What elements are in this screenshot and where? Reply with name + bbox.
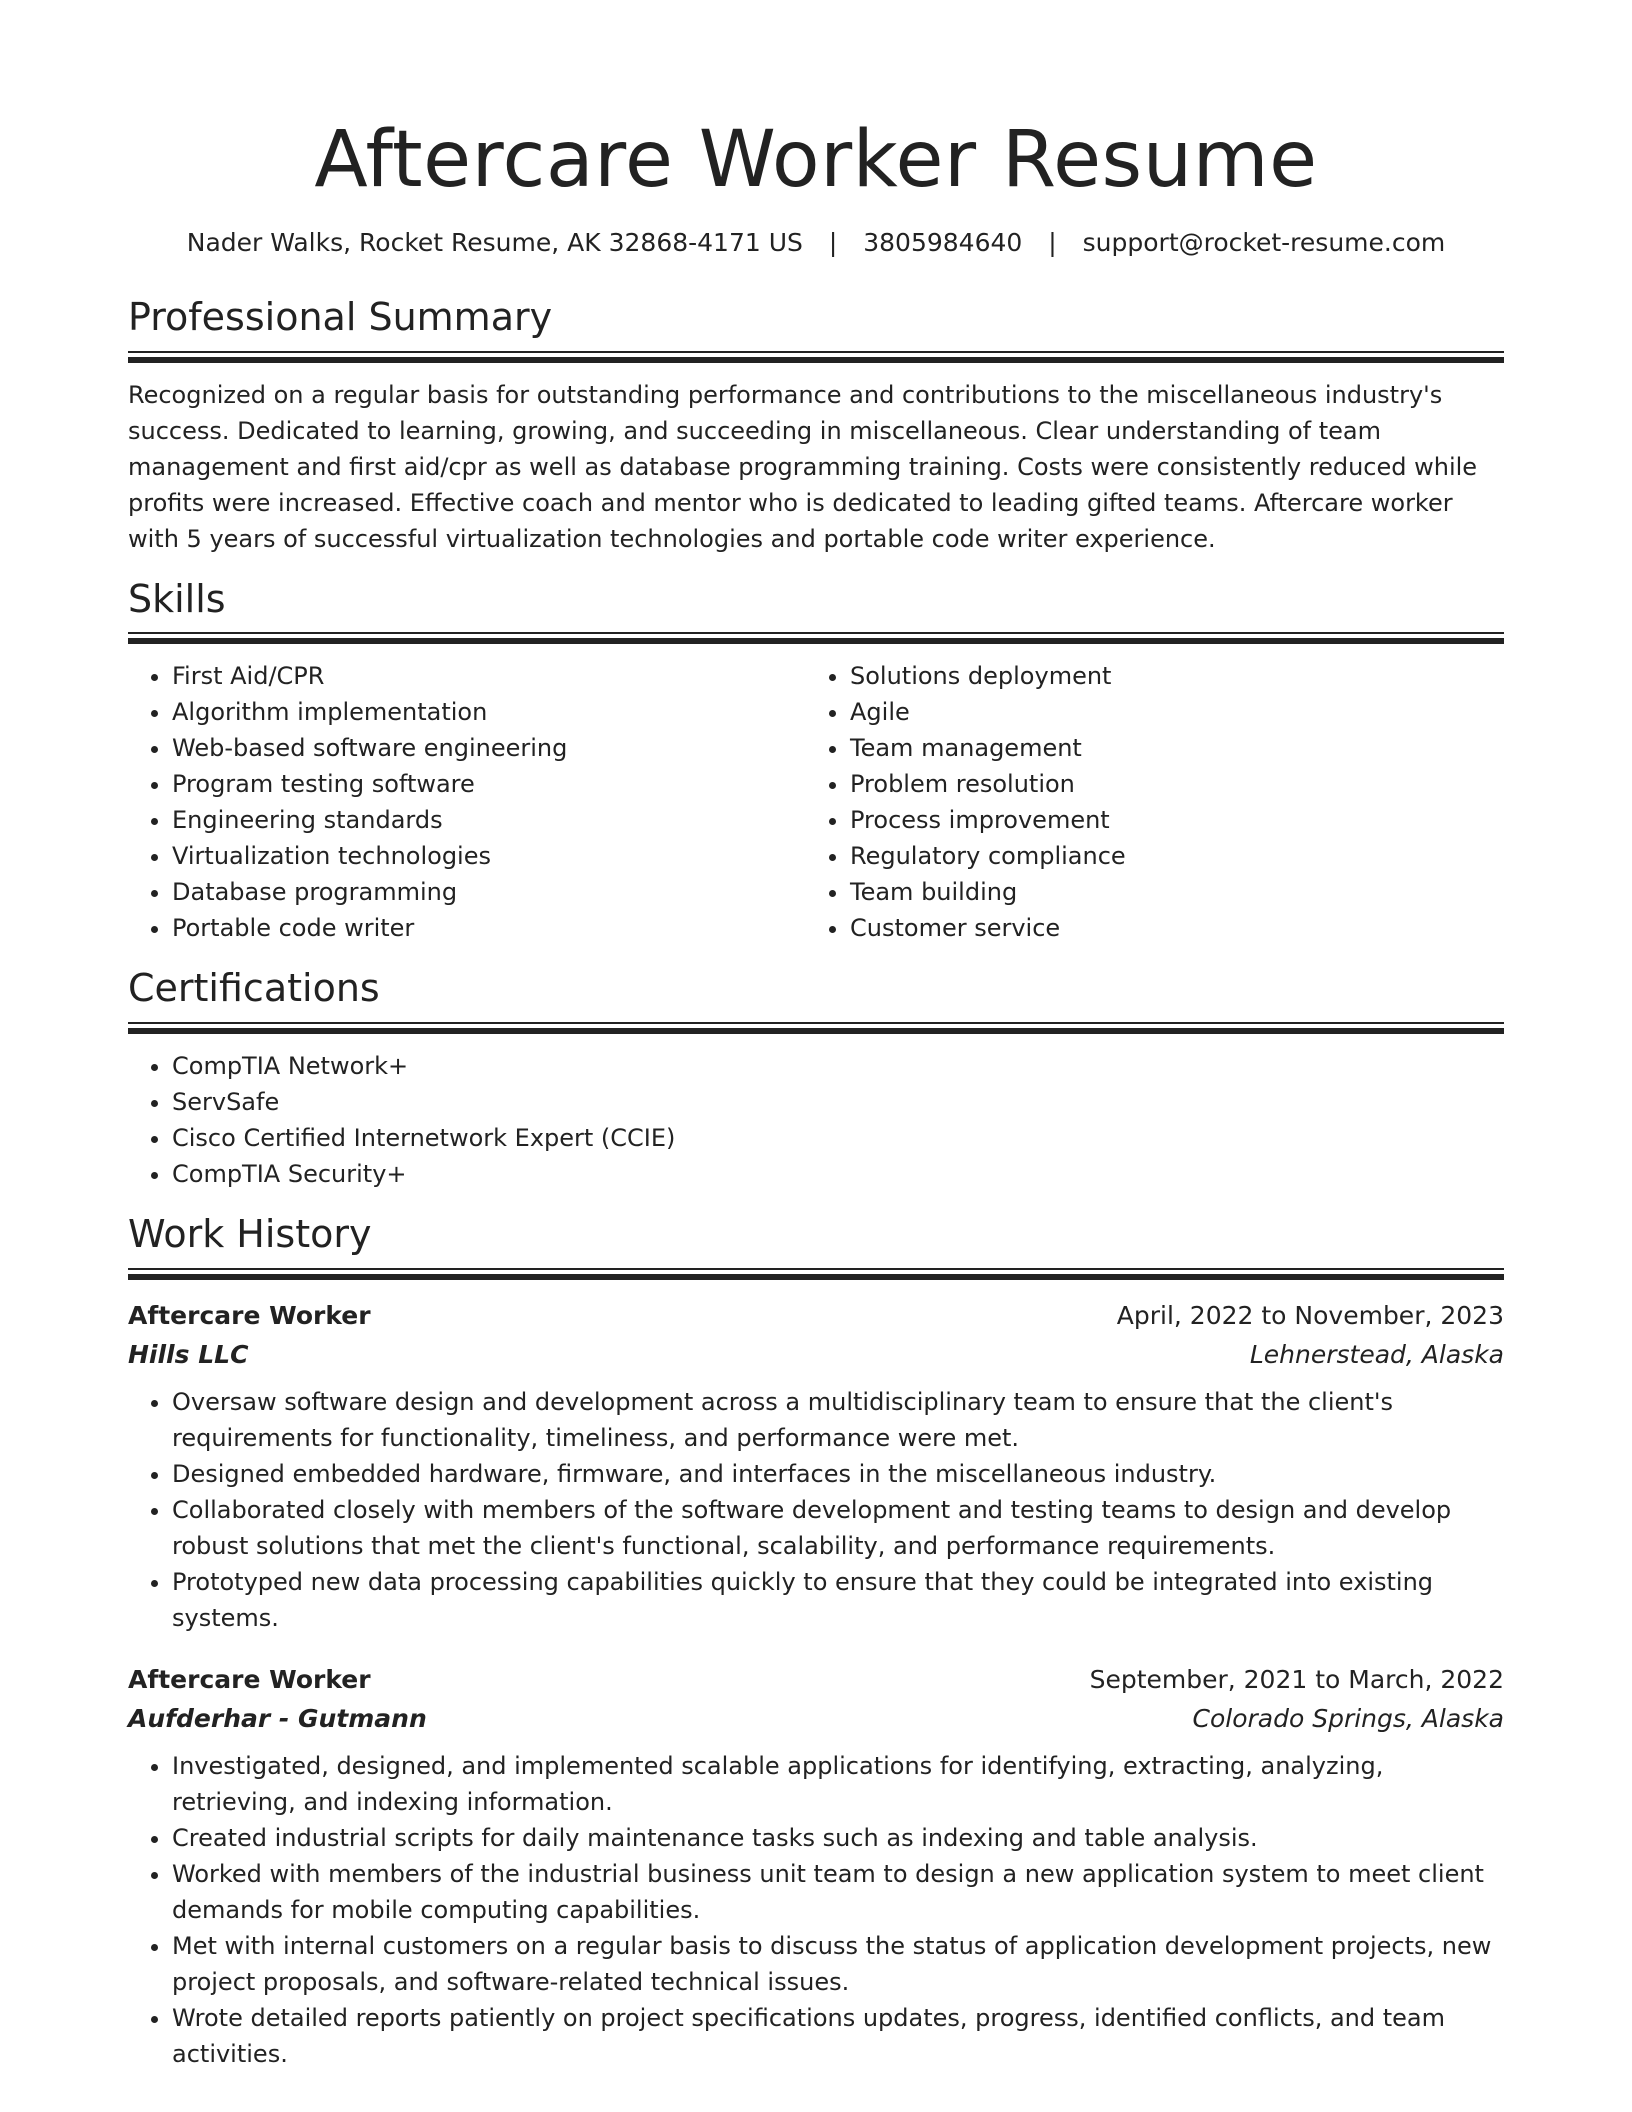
skill-item: • Portable code writer: [172, 910, 806, 946]
certifications-heading: Certifications: [128, 966, 380, 1011]
job-location: Colorado Springs, Alaska: [1192, 1703, 1504, 1733]
job-subheader: [128, 1335, 1504, 1374]
work-history-section: [128, 1214, 1504, 2072]
certifications-section: [128, 968, 1504, 1192]
skills-list-left: [128, 658, 806, 946]
skill-item: • Solutions deployment: [850, 658, 1484, 694]
job-subheader: [128, 1699, 1504, 1738]
skill-item: • Regulatory compliance: [850, 838, 1484, 874]
skills-grid: [128, 658, 1504, 946]
contact-address: Nader Walks, Rocket Resume, AK 32868-4171 US: [186, 227, 803, 257]
contact-email: support@rocket-resume.com: [1082, 227, 1446, 257]
skill-item: • Program testing software: [172, 766, 806, 802]
contact-line: [128, 228, 1504, 258]
contact-separator: |: [1048, 227, 1057, 257]
skill-item: • Database programming: [172, 874, 806, 910]
certification-item: • Cisco Certified Internetwork Expert (CCIE): [172, 1120, 1504, 1156]
skills-section: [128, 576, 1504, 947]
job-header: [128, 1660, 1504, 1699]
skill-item: • Web-based software engineering: [172, 730, 806, 766]
skills-list-right: [806, 658, 1484, 946]
job-bullets: [128, 1748, 1504, 2072]
skill-item: • Engineering standards: [172, 802, 806, 838]
skill-item: • First Aid/CPR: [172, 658, 806, 694]
job-bullet: • Prototyped new data processing capabilities quickly to ensure that they could be integrated into existing systems.: [172, 1564, 1504, 1636]
summary-heading: Professional Summary: [128, 294, 553, 339]
contact-separator: |: [828, 227, 838, 257]
job-bullet: • Wrote detailed reports patiently on project specifications updates, progress, identified conflicts, and team activities.: [172, 2000, 1504, 2072]
job-bullets: [128, 1384, 1504, 1636]
skill-item: • Problem resolution: [850, 766, 1484, 802]
work-history-heading: Work History: [128, 1212, 372, 1257]
job-title: Aftercare Worker: [128, 1300, 371, 1330]
skill-item: • Team management: [850, 730, 1484, 766]
job-bullet: • Oversaw software design and development across a multidisciplinary team to ensure that the client's requirements for functionality, timeliness, and performance were met.: [172, 1384, 1504, 1456]
job-company: Aufderhar - Gutmann: [128, 1703, 427, 1733]
skill-item: • Virtualization technologies: [172, 838, 806, 874]
job-bullet: • Designed embedded hardware, firmware, and interfaces in the miscellaneous industry.: [172, 1456, 1504, 1492]
section-divider: [128, 351, 1504, 363]
job-entry: [128, 1296, 1504, 1636]
job-header: [128, 1296, 1504, 1335]
section-divider: [128, 1268, 1504, 1280]
certification-item: • CompTIA Network+: [172, 1048, 1504, 1084]
job-bullet: • Investigated, designed, and implemented scalable applications for identifying, extracting, analyzing, retrieving, and indexing information.: [172, 1748, 1504, 1820]
skills-heading: Skills: [128, 576, 226, 621]
section-divider: [128, 1022, 1504, 1034]
certification-item: • CompTIA Security+: [172, 1156, 1504, 1192]
contact-phone: 3805984640: [863, 227, 1023, 257]
job-dates: April, 2022 to November, 2023: [1116, 1300, 1504, 1330]
resume-page: [128, 0, 1504, 2072]
job-bullet: • Created industrial scripts for daily maintenance tasks such as indexing and table analysis.: [172, 1820, 1504, 1856]
job-bullet: • Worked with members of the industrial business unit team to design a new application system to meet client demands for mobile computing capabilities.: [172, 1856, 1504, 1928]
skill-item: • Agile: [850, 694, 1484, 730]
skill-item: • Process improvement: [850, 802, 1484, 838]
summary-text: Recognized on a regular basis for outstanding performance and contributions to the miscellaneous industry's success. Dedicated to learning, growing, and succeeding in miscellaneous. Clear understanding of team management and first aid/cpr as well as database programming training. Costs were consistently reduced while profits were increased. Effective coach and mentor who is dedicated to leading gifted teams. Aftercare worker with 5 years of successful virtualization technologies and portable code writer experience.: [128, 380, 1478, 553]
skill-item: • Customer service: [850, 910, 1484, 946]
section-divider: [128, 632, 1504, 644]
resume-title: Aftercare Worker Resume: [314, 115, 1318, 205]
job-title: Aftercare Worker: [128, 1664, 371, 1694]
job-location: Lehnerstead, Alaska: [1249, 1339, 1504, 1369]
skill-item: • Algorithm implementation: [172, 694, 806, 730]
certification-item: • ServSafe: [172, 1084, 1504, 1120]
summary-section: [128, 294, 1504, 557]
job-dates: September, 2021 to March, 2022: [1089, 1664, 1504, 1694]
certifications-list: [128, 1048, 1504, 1192]
skill-item: • Team building: [850, 874, 1484, 910]
job-bullet: • Met with internal customers on a regular basis to discuss the status of application development projects, new project proposals, and software-related technical issues.: [172, 1928, 1504, 2000]
job-bullet: • Collaborated closely with members of the software development and testing teams to design and develop robust solutions that met the client's functional, scalability, and performance requirements.: [172, 1492, 1504, 1564]
job-entry: [128, 1660, 1504, 2072]
job-company: Hills LLC: [128, 1339, 249, 1369]
